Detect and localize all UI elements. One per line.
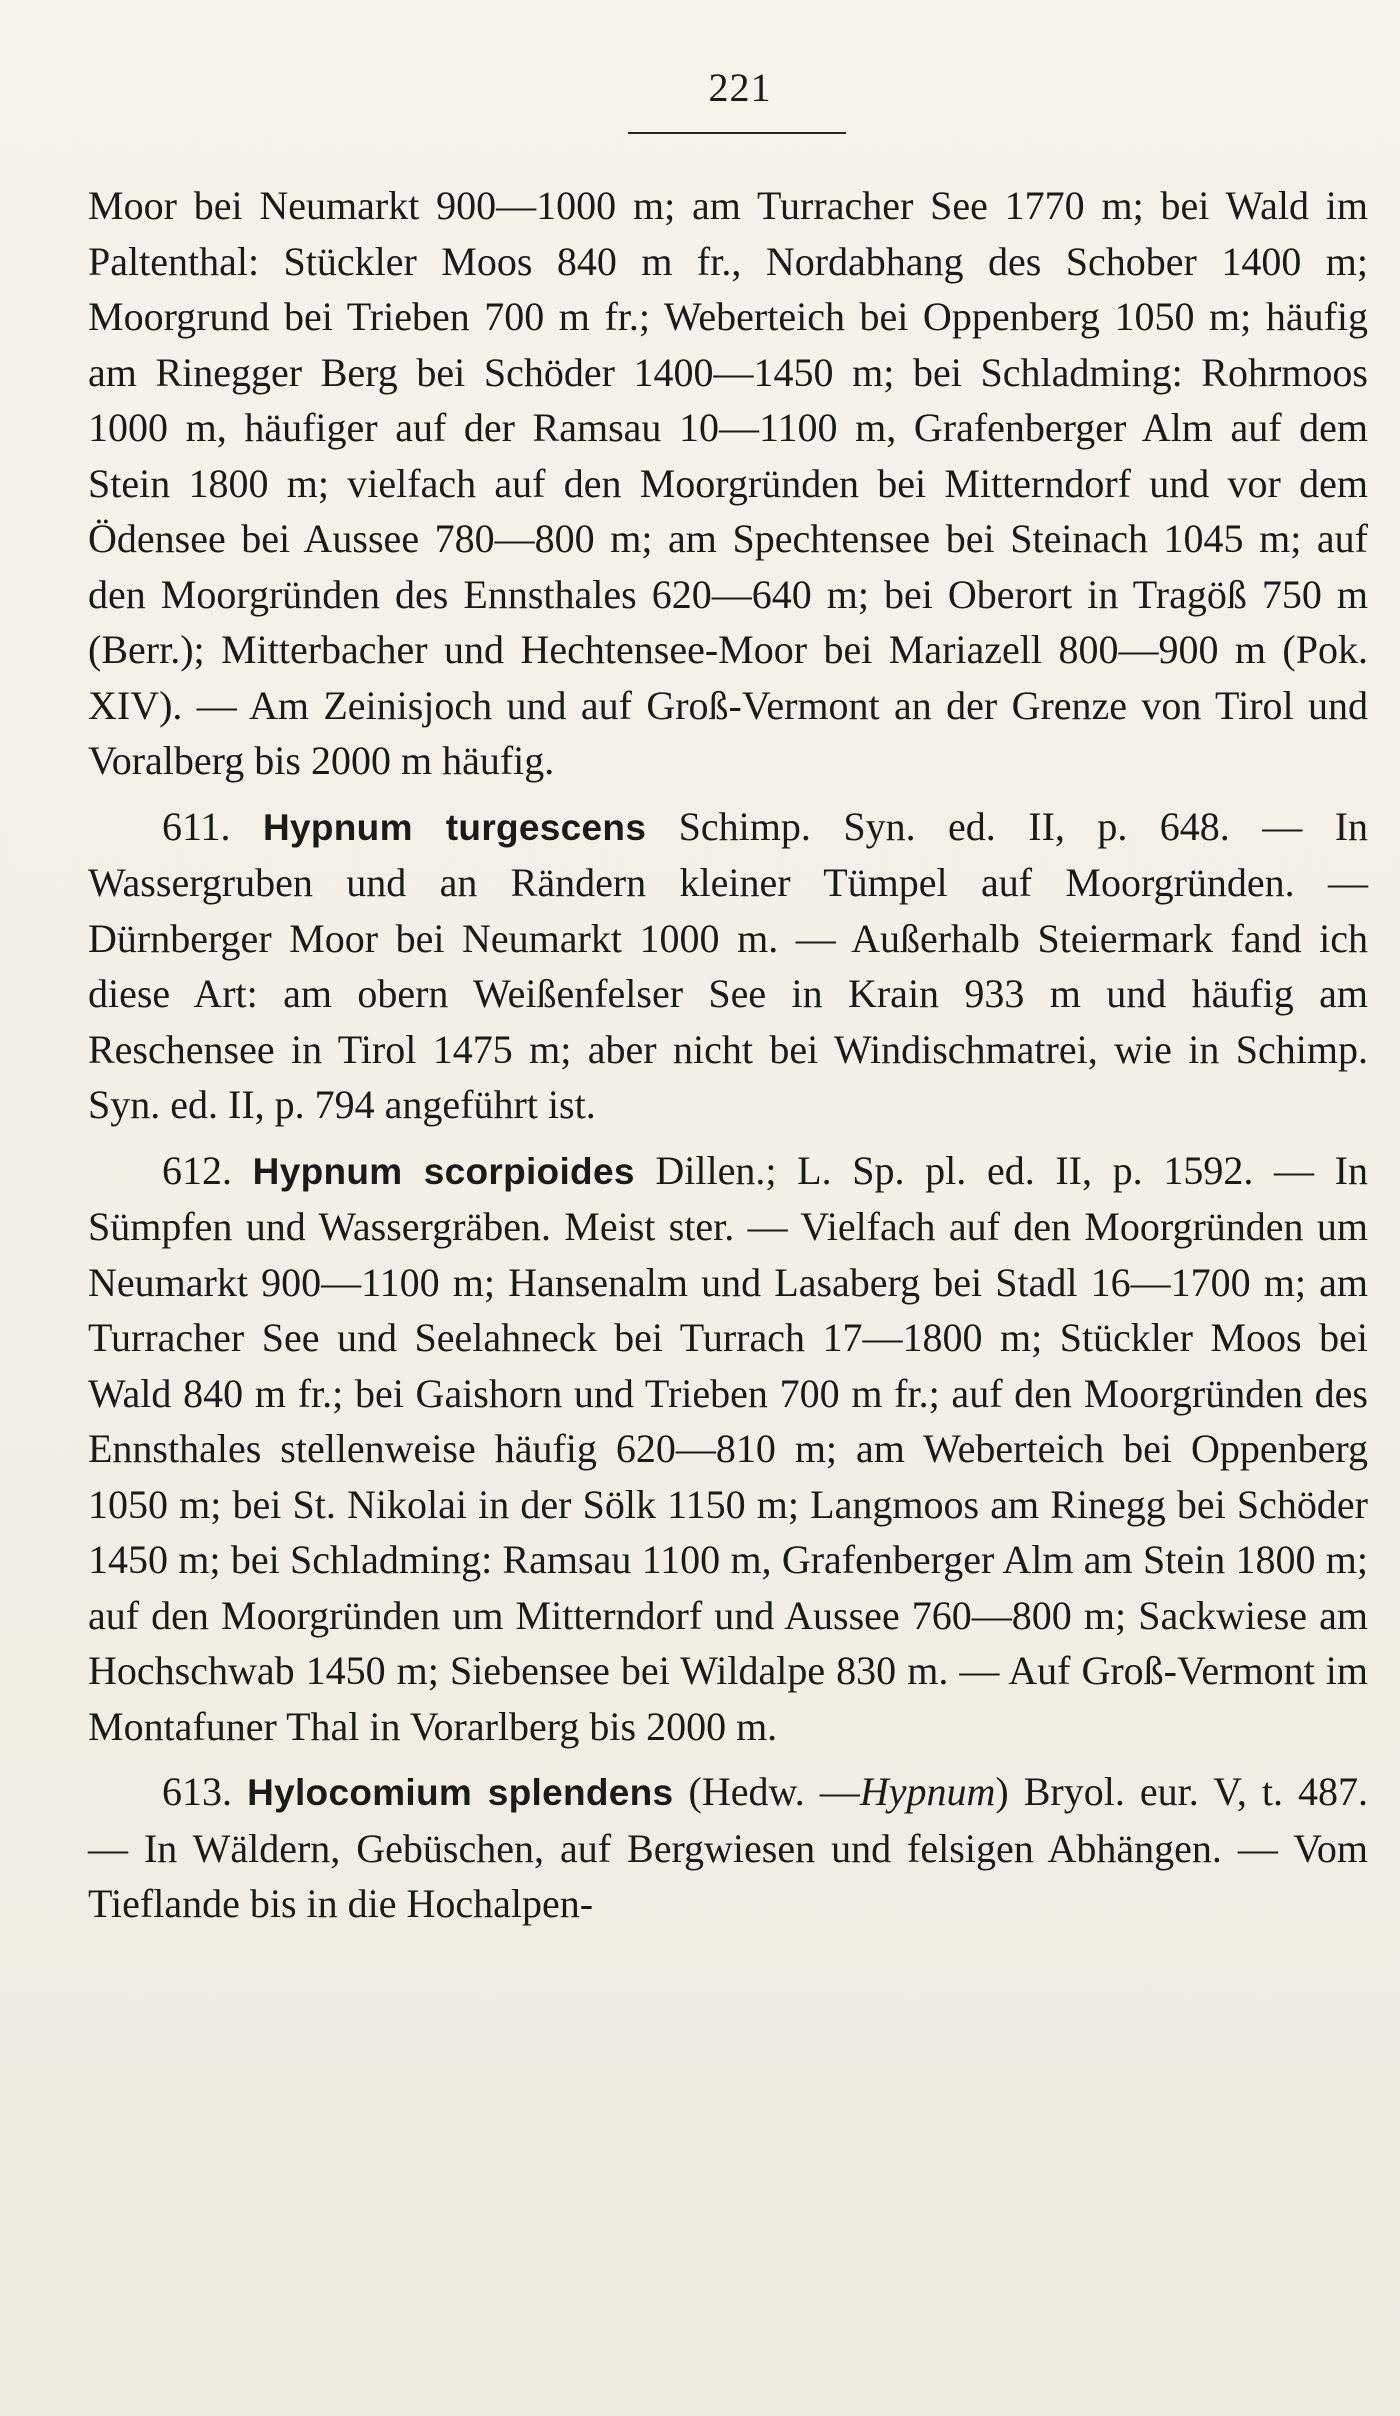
page-body <box>88 178 1368 1932</box>
species-author-genus: Hypnum <box>859 1769 996 1814</box>
entry-number: 611. <box>162 803 231 849</box>
entry-612 <box>88 1143 1368 1755</box>
page-number: 221 <box>708 65 772 110</box>
entry-text: Bryol. eur. V, t. 487. — In Wäldern, Gebüschen, auf Bergwiesen und felsigen Abhängen. — Vom Tieflande bis in die Hochalpen- <box>88 1769 1369 1926</box>
paragraph-text: Moor bei Neumarkt 900—1000 m; am Turracher See 1770 m; bei Wald im Paltenthal: Stückler Moos 840 m fr., Nordabhang des Schober 1400 m; Moorgrund bei Trieben 700 m fr.; Weberteich bei Oppenberg 1050 m; häufig am Rinegger Berg bei Schöder 1400—1450 m; bei Schladming: Rohrmoos 1000 m, häufiger auf der Ramsau 10—1100 m, Grafenberger Alm auf dem Stein 1800 m; vielfach auf den Moorgründen bei Mitterndorf und vor dem Ödensee bei Aussee 780—800 m; am Spechtensee bei Steinach 1045 m; auf den Moorgründen des Ennsthales 620—640 m; bei Oberort in Tragöß 750 m (Berr.); Mitterbacher und Hechtensee-Moor bei Mariazell 800—900 m (Pok. XIV). — Am Zeinisjoch und auf Groß-Vermont an der Grenze von Tirol und Voralberg bis 2000 m häufig. <box>88 183 1368 783</box>
entry-number: 613. <box>162 1769 232 1814</box>
entry-number: 612. <box>162 1147 232 1193</box>
species-author: Schimp. <box>678 803 811 849</box>
header-rule <box>628 132 846 134</box>
species-name: Hypnum turgescens <box>262 806 647 848</box>
species-name: Hypnum scorpioides <box>252 1150 635 1192</box>
species-author: Dillen.; <box>655 1147 777 1193</box>
entry-text: L. Sp. pl. ed. II, p. 1592. — In Sümpfen und Wassergräben. Meist ster. — Vielfach auf den Moorgründen um Neumarkt 900—1100 m; Hansenalm und Lasaberg bei Stadl 16—1700 m; am Turracher See und Seelahneck bei Turrach 17—1800 m; Stückler Moos bei Wald 840 m fr.; bei Gaishorn und Trieben 700 m fr.; auf den Moorgründen des Ennsthales stellenweise häufig 620—810 m; am Weberteich bei Oppenberg 1050 m; bei St. Nikolai in der Sölk 1150 m; Langmoos am Rinegg bei Schöder 1450 m; bei Schladming: Ramsau 1100 m, Grafenberger Alm am Stein 1800 m; auf den Moorgründen um Mitterndorf und Aussee 760—800 m; Sackwiese am Hochschwab 1450 m; Siebensee bei Wildalpe 830 m. — Auf Groß-Vermont im Montafuner Thal in Vorarlberg bis 2000 m. <box>88 1147 1369 1749</box>
entry-613 <box>88 1764 1368 1932</box>
paragraph-gap <box>88 1754 1368 1764</box>
entry-611 <box>88 799 1368 1133</box>
species-author-open: (Hedw. — <box>688 1769 860 1814</box>
species-name: Hylocomium splendens <box>247 1772 674 1813</box>
paragraph-gap <box>88 1133 1368 1143</box>
paragraph-continuation <box>88 178 1368 789</box>
entry-text: Syn. ed. II, p. 648. — In Wassergruben und an Rändern kleiner Tümpel auf Moorgründen. — Dürnberger Moor bei Neumarkt 1000 m. — Außerhalb Steiermark fand ich diese Art: am obern Weißenfelser See in Krain 933 m und häufig am Reschensee in Tirol 1475 m; aber nicht bei Windischmatrei, wie in Schimp. Syn. ed. II, p. 794 angeführt ist. <box>88 803 1369 1127</box>
paragraph-gap <box>88 789 1368 799</box>
species-author-close: ) <box>995 1769 1009 1814</box>
